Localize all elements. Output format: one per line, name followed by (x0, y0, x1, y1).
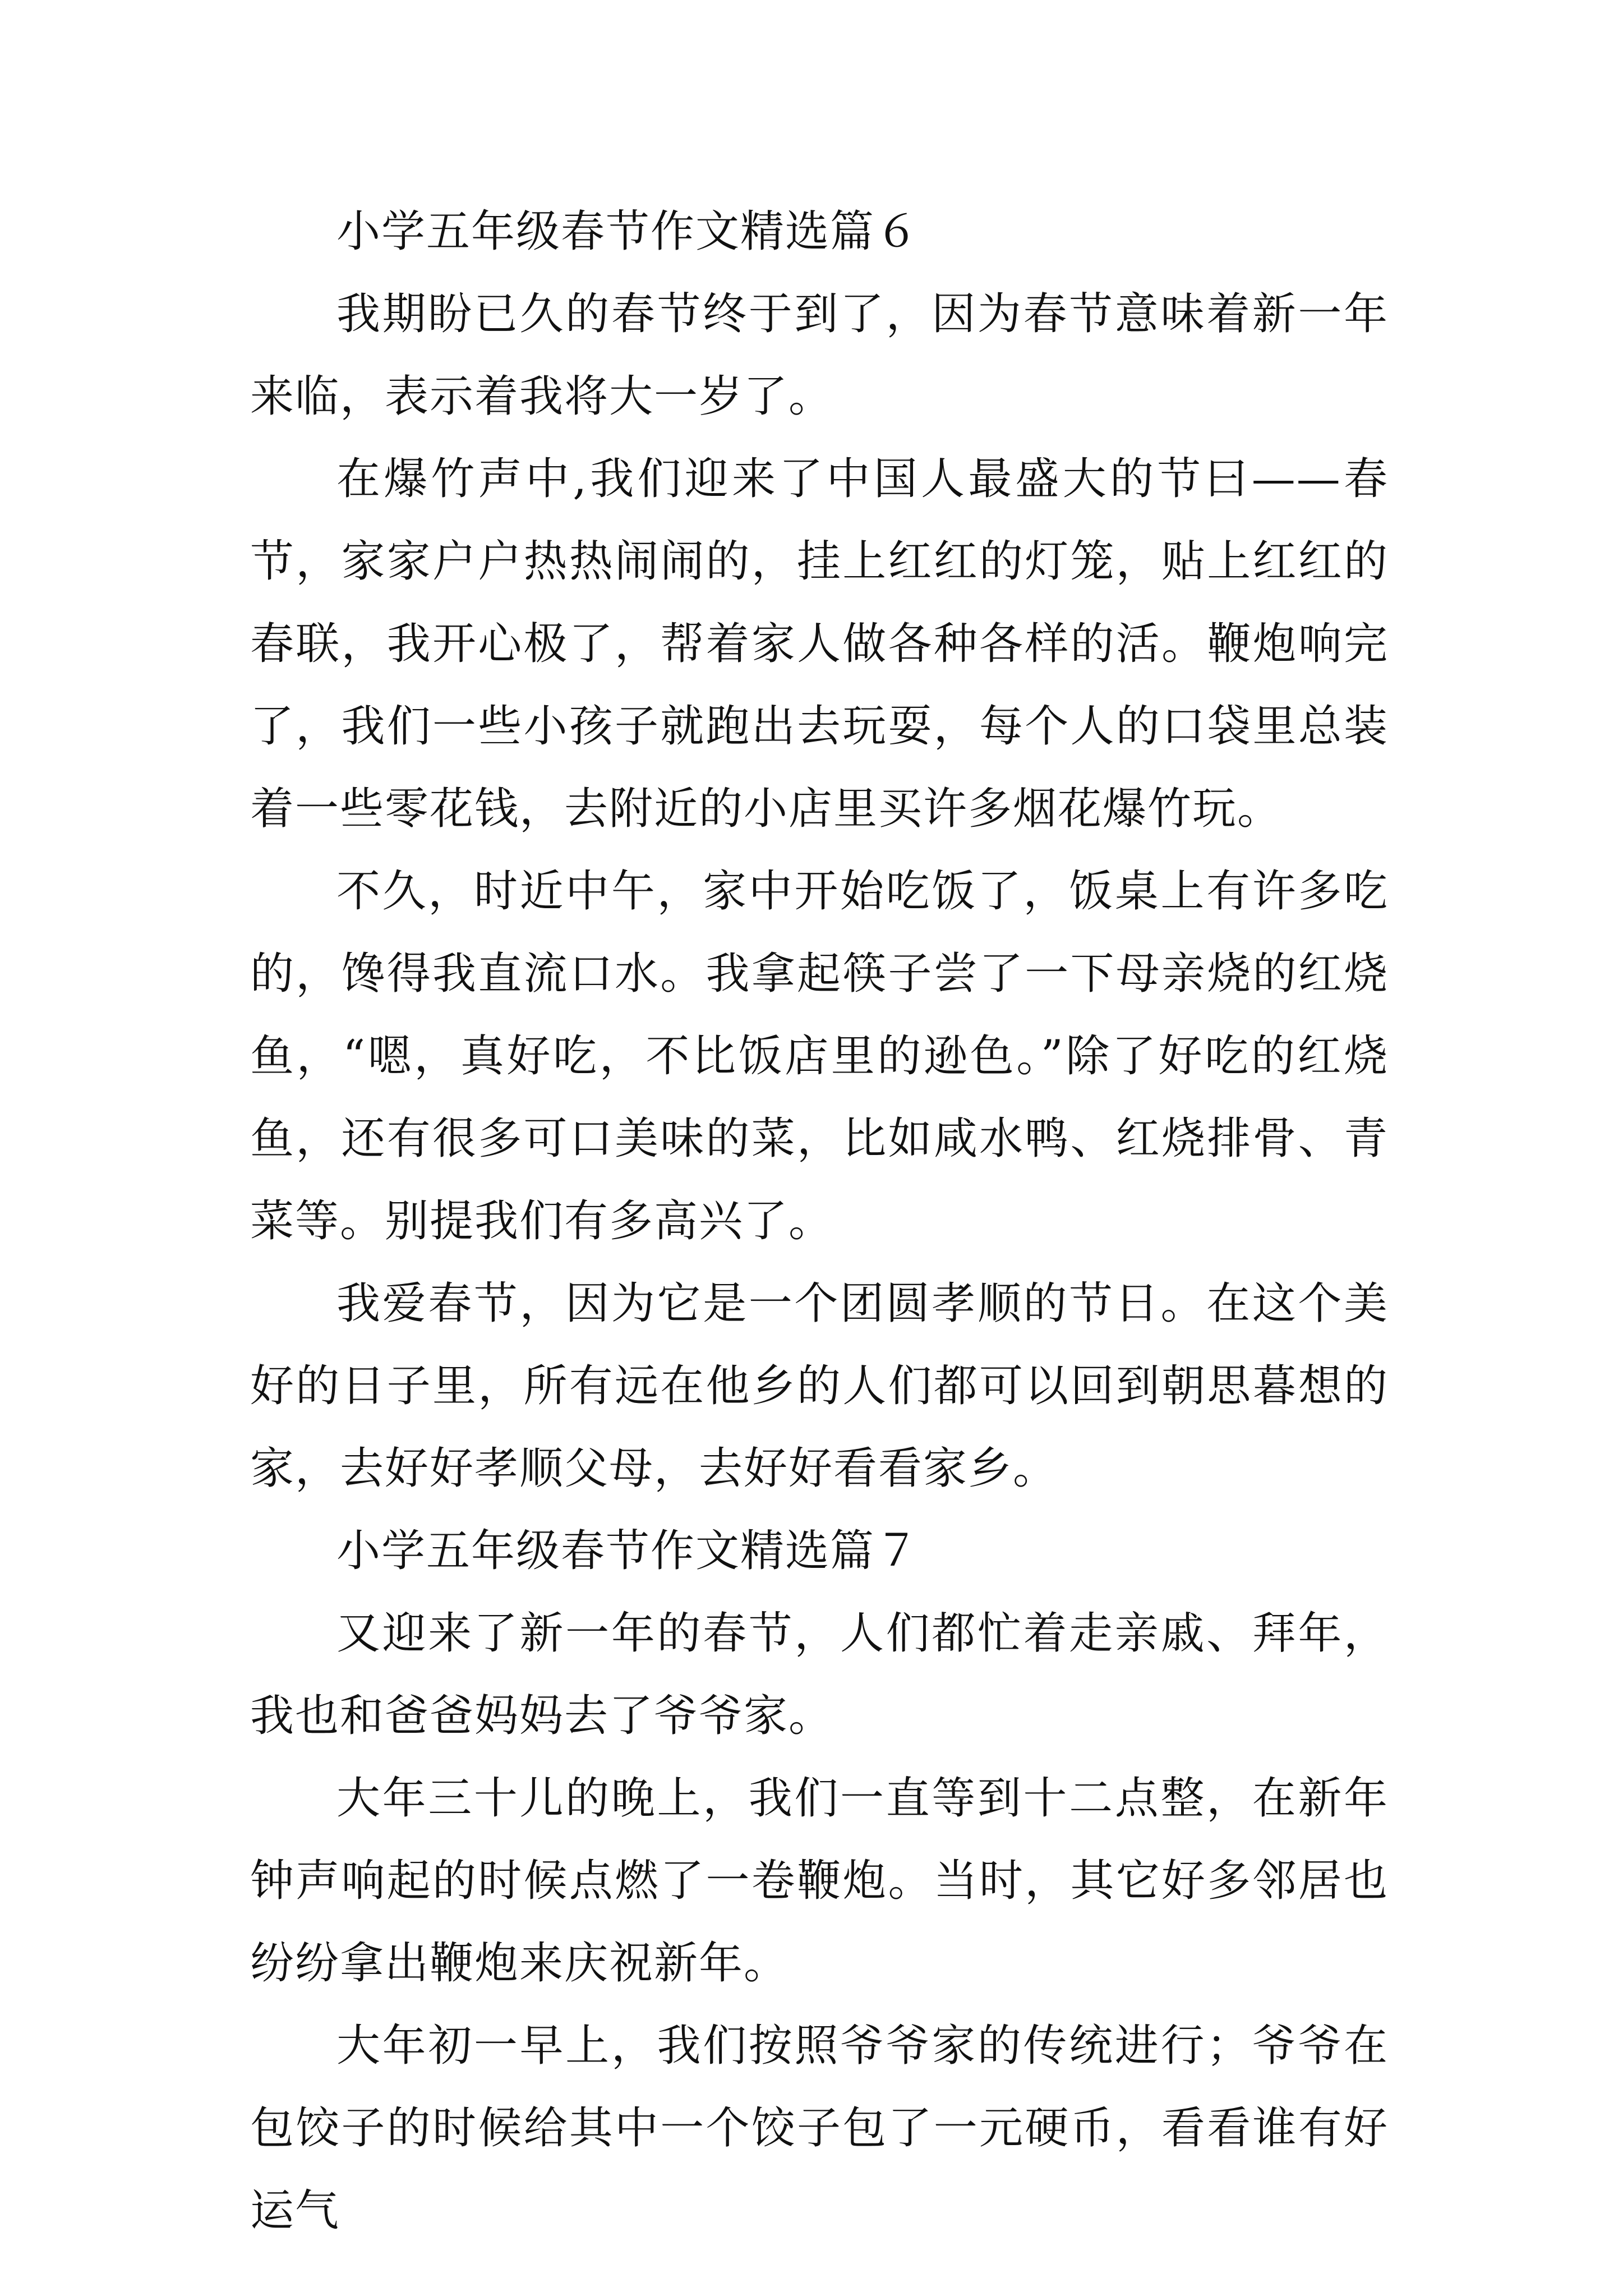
paragraph: 在爆竹声中,我们迎来了中国人最盛大的节曰——春节，家家户户热热闹闹的，挂上红红的灯笼，贴上红红的春联，我开心极了，帮着家人做各种各样的活。鞭炮响完了，我们一些小孩子就跑出去玩耍，每个人的口袋里总装着一些零花钱，去附近的小店里买许多烟花爆竹玩。 (250, 454, 1389, 834)
paragraph: 不久，时近中午，家中开始吃饭了，饭桌上有许多吃的，馋得我直流口水。我拿起筷子尝了一下母亲烧的红烧鱼，“嗯，真好吃，不比饭店里的逊色。”除了好吃的红烧鱼，还有很多可口美味的菜，比如咸水鸭、红烧排骨、青菜等。别提我们有多高兴了。 (250, 866, 1389, 1246)
section-heading-6: 小学五年级春节作文精选篇６ (336, 206, 920, 257)
document-body (250, 191, 1389, 2252)
section-heading-7: 小学五年级春节作文精选篇７ (336, 1526, 920, 1576)
paragraph: 我爱春节，因为它是一个团圆孝顺的节日。在这个美好的日子里，所有远在他乡的人们都可以回到朝思暮想的家，去好好孝顺父母，去好好看看家乡。 (250, 1278, 1389, 1494)
paragraph: 我期盼已久的春节终于到了，因为春节意味着新一年来临，表示着我将大一岁了。 (250, 289, 1389, 422)
paragraph: 又迎来了新一年的春节，人们都忙着走亲戚、拜年，我也和爸爸妈妈去了爷爷家。 (250, 1608, 1389, 1741)
paragraph: 大年初一早上，我们按照爷爷家的传统进行；爷爷在包饺子的时候给其中一个饺子包了一元硬币，看看谁有好运气 (250, 2021, 1389, 2236)
paragraph: 大年三十儿的晚上，我们一直等到十二点整，在新年钟声响起的时候点燃了一卷鞭炮。当时，其它好多邻居也纷纷拿出鞭炮来庆祝新年。 (250, 1773, 1389, 1989)
